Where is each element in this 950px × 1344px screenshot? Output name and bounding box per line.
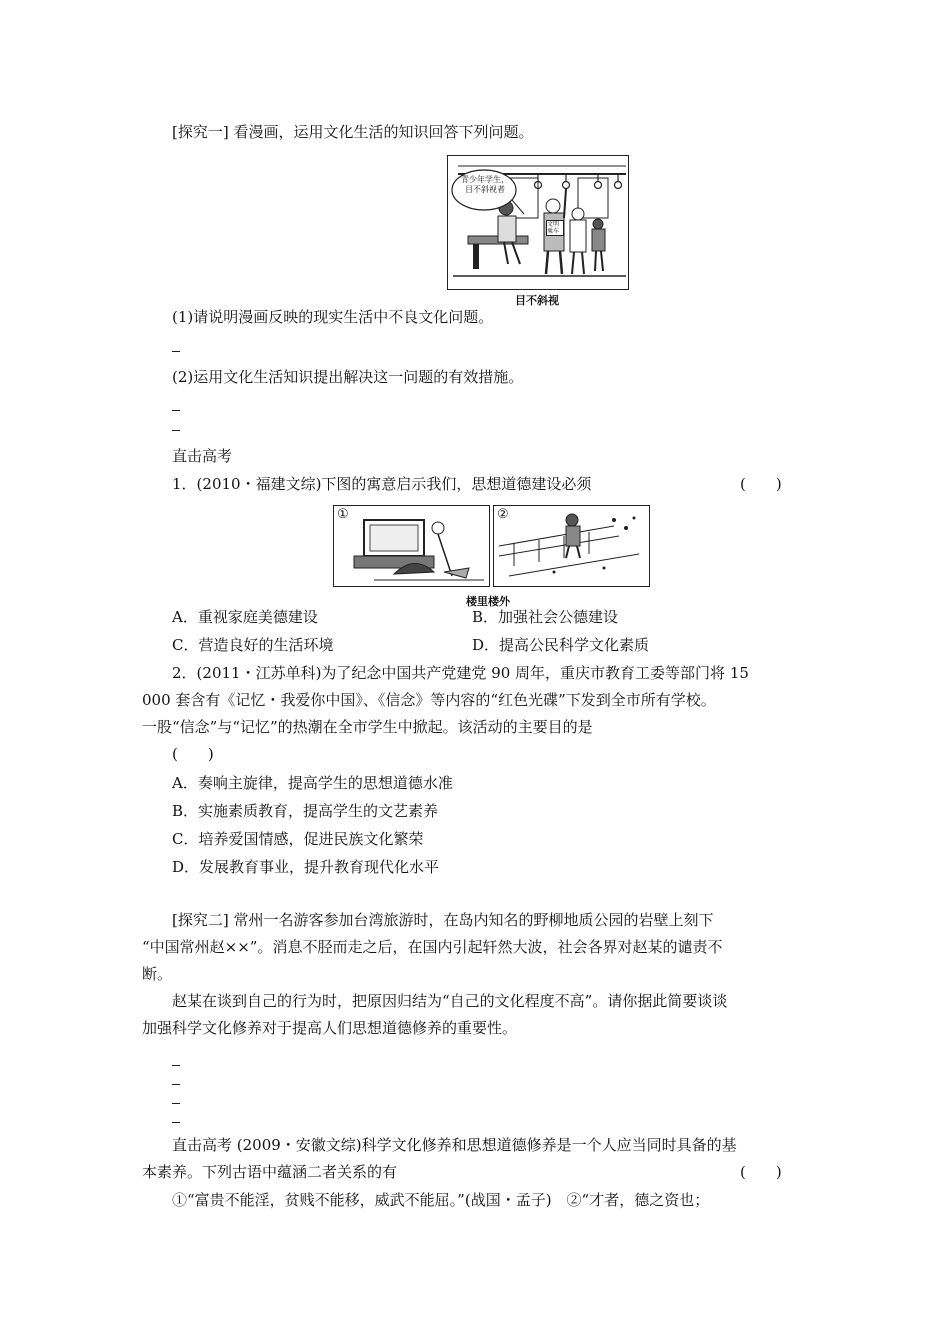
- answer-paren: ( ): [740, 1163, 782, 1181]
- explore2-line3: 断。: [142, 965, 173, 983]
- explore2-line1: [探究二] 常州一名游客参加台湾旅游时，在岛内知名的野柳地质公园的岩壁上刻下: [172, 911, 714, 929]
- answer-blank: [172, 410, 180, 411]
- panel-1-number: ①: [337, 507, 349, 522]
- exam1-q1-option-d: D．提高公民科学文化素质: [472, 636, 650, 654]
- answer-blank: [172, 1103, 180, 1104]
- explore2-line4: 赵某在谈到自己的行为时，把原因归结为“自己的文化程度不高”。请你据此简要谈谈: [172, 992, 728, 1010]
- answer-paren: ( ): [172, 745, 214, 763]
- answer-paren: ( ): [740, 475, 782, 493]
- exam1-q2-line2: 000 套含有《记忆・我爱你中国》、《信念》等内容的“红色光碟”下发到全市所有学校。: [142, 691, 716, 709]
- exam2-line3: ①“富贵不能淫，贫贱不能移，威武不能屈。”(战国・孟子) ②“才者，德之资也；: [172, 1191, 710, 1209]
- panel-1-illustration: [334, 506, 489, 586]
- answer-blank: [172, 1122, 180, 1123]
- exam2-line1: 直击高考 (2009・安徽文综)科学文化修养和思想道德修养是一个人应当同时具备的基: [172, 1136, 737, 1154]
- answer-blank: [172, 351, 180, 352]
- exam1-q2-line1: 2．(2011・江苏单科)为了纪念中国共产党建党 90 周年，重庆市教育工委等部门将 15: [172, 664, 749, 682]
- explore1-q2: (2)运用文化生活知识提出解决这一问题的有效措施。: [172, 368, 524, 386]
- cartoon-panel-2: [493, 505, 650, 587]
- exam1-q2-option-d: D．发展教育事业，提升教育现代化水平: [172, 858, 440, 876]
- panel-caption: 楼里楼外: [466, 595, 510, 608]
- exam1-q1-option-a: A．重视家庭美德建设: [172, 608, 318, 626]
- exam1-q1-option-c: C．营造良好的生活环境: [172, 636, 334, 654]
- cartoon-bubble-line1: 青少年学生，: [461, 175, 509, 184]
- cartoon-panel-1: [333, 505, 490, 587]
- exam1-q2-option-b: B．实施素质教育，提高学生的文艺素养: [172, 802, 439, 820]
- explore1-prompt: [探究一] 看漫画，运用文化生活的知识回答下列问题。: [172, 123, 534, 141]
- exam1-q1-stem: 1．(2010・福建文综)下图的寓意启示我们，思想道德建设必须: [172, 475, 592, 493]
- explore2-line2: “中国常州赵××”。消息不胫而走之后，在国内引起轩然大波，社会各界对赵某的谴责不: [142, 938, 723, 956]
- explore1-q1: (1)请说明漫画反映的现实生活中不良文化问题。: [172, 308, 494, 326]
- cartoon-sign: 文明 乘车: [546, 220, 564, 236]
- exam1-q2-option-a: A．奏响主旋律，提高学生的思想道德水准: [172, 774, 453, 792]
- exam1-q1-option-b: B．加强社会公德建设: [472, 608, 619, 626]
- explore2-line5: 加强科学文化修养对于提高人们思想道德修养的重要性。: [142, 1019, 518, 1037]
- exam1-heading: 直击高考: [172, 447, 233, 465]
- exam1-q2-option-c: C．培养爱国情感，促进民族文化繁荣: [172, 830, 424, 848]
- exam2-line2: 本素养。下列古语中蕴涵二者关系的有: [142, 1163, 398, 1181]
- exam1-q2-line3: 一股“信念”与“记忆”的热潮在全市学生中掀起。该活动的主要目的是: [142, 718, 593, 736]
- answer-blank: [172, 1065, 180, 1066]
- panel-2-illustration: [494, 506, 649, 586]
- answer-blank: [172, 1084, 180, 1085]
- answer-blank: [172, 430, 180, 431]
- panel-2-number: ②: [497, 507, 509, 522]
- cartoon-caption: 目不斜视: [515, 294, 559, 307]
- cartoon-bus-figure: [447, 155, 629, 290]
- cartoon-bubble-line2: 目不斜视者: [465, 185, 505, 194]
